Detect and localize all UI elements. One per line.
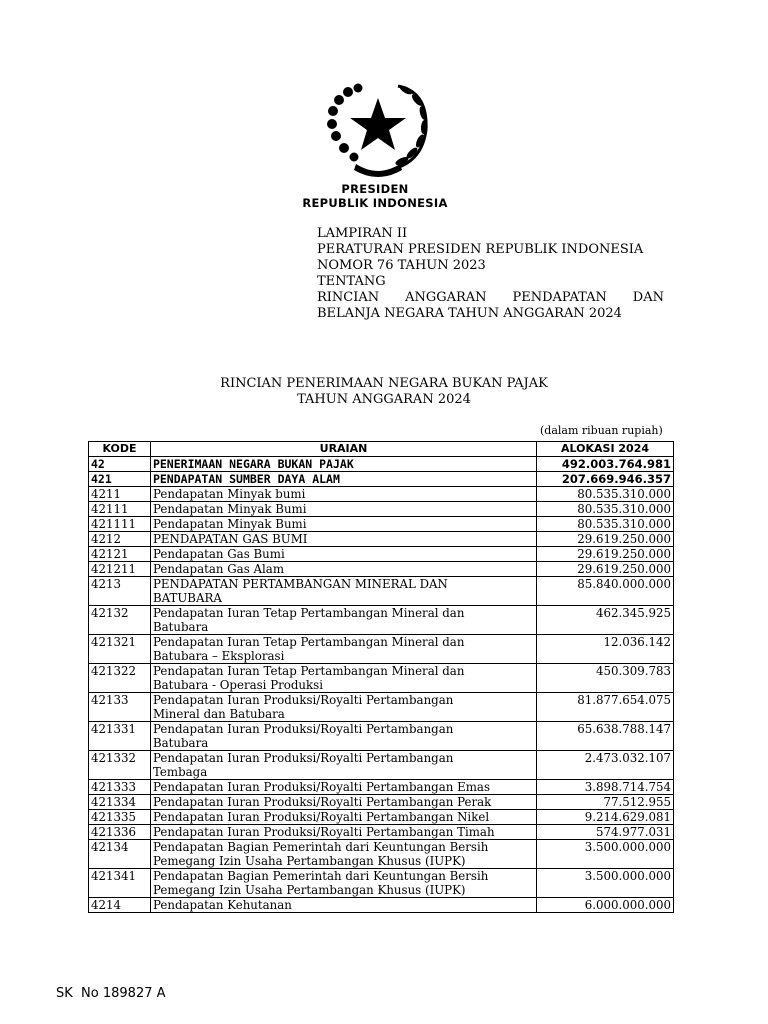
- kode-cell: 42121: [89, 547, 151, 562]
- uraian-line-2: Mineral dan Batubara: [152, 707, 285, 721]
- kode-cell: 421: [89, 472, 151, 487]
- table-row: [89, 577, 674, 606]
- uraian-cell: Pendapatan Minyak Bumi: [150, 502, 536, 517]
- alokasi-cell: 80.535.310.000: [537, 517, 674, 532]
- sk-number-value: No 189827 A: [81, 986, 166, 1001]
- kode-cell: 421334: [89, 795, 151, 810]
- uraian-line-1: Pendapatan Iuran Produksi/Royalti Pertambangan: [152, 693, 454, 707]
- document-title: RINCIAN PENERIMAAN NEGARA BUKAN PAJAK: [220, 376, 548, 391]
- uraian-cell: [150, 577, 536, 606]
- uraian-cell: [150, 840, 536, 869]
- uraian-line-1: Pendapatan Bagian Pemerintah dari Keuntungan Bersih: [152, 869, 489, 883]
- document-subtitle: TAHUN ANGGARAN 2024: [297, 392, 471, 407]
- table-row: [89, 664, 674, 693]
- alokasi-cell: 3.898.714.754: [537, 780, 674, 795]
- uraian-line-2: Tembaga: [152, 765, 208, 779]
- uraian-cell: [150, 635, 536, 664]
- kode-cell: 421332: [89, 751, 151, 780]
- kode-cell: 421333: [89, 780, 151, 795]
- table-row: [89, 547, 674, 562]
- uraian-line-1: Pendapatan Bagian Pemerintah dari Keuntungan Bersih: [152, 840, 489, 854]
- uraian-cell: [150, 606, 536, 635]
- table-row: [89, 693, 674, 722]
- table-row: [89, 606, 674, 635]
- header-alokasi: ALOKASI 2024: [537, 442, 674, 457]
- header-presiden: PRESIDEN: [341, 182, 409, 196]
- header-kode: KODE: [89, 442, 151, 457]
- alokasi-cell: 65.638.788.147: [537, 722, 674, 751]
- kode-cell: 42111: [89, 502, 151, 517]
- uraian-line-1: Pendapatan Iuran Produksi/Royalti Pertambangan: [152, 751, 454, 765]
- lampiran-line-1: LAMPIRAN II: [317, 226, 408, 241]
- table-row: [89, 722, 674, 751]
- alokasi-cell: 77.512.955: [537, 795, 674, 810]
- uraian-line-2: Pemegang Izin Usaha Pertambangan Khusus (IUPK): [152, 854, 466, 868]
- lampiran-line-4: TENTANG: [317, 274, 386, 289]
- alokasi-cell: 29.619.250.000: [537, 547, 674, 562]
- alokasi-cell: 80.535.310.000: [537, 487, 674, 502]
- uraian-cell: Pendapatan Iuran Produksi/Royalti Pertambangan Nikel: [150, 810, 536, 825]
- alokasi-cell: 574.977.031: [537, 825, 674, 840]
- uraian-line-1: Pendapatan Iuran Produksi/Royalti Pertambangan: [152, 722, 454, 736]
- uraian-line-2: BATUBARA: [152, 591, 222, 605]
- alokasi-cell: 81.877.654.075: [537, 693, 674, 722]
- uraian-cell: [150, 722, 536, 751]
- table-row: [89, 780, 674, 795]
- uraian-cell: PENERIMAAN NEGARA BUKAN PAJAK: [150, 457, 536, 472]
- kode-cell: 421335: [89, 810, 151, 825]
- table-row: [89, 825, 674, 840]
- alokasi-cell: 29.619.250.000: [537, 532, 674, 547]
- uraian-cell: Pendapatan Gas Alam: [150, 562, 536, 577]
- alokasi-cell: 2.473.032.107: [537, 751, 674, 780]
- uraian-cell: PENDAPATAN GAS BUMI: [150, 532, 536, 547]
- table-row: [89, 517, 674, 532]
- kode-cell: 4212: [89, 532, 151, 547]
- uraian-cell: PENDAPATAN SUMBER DAYA ALAM: [150, 472, 536, 487]
- uraian-cell: Pendapatan Iuran Produksi/Royalti Pertambangan Emas: [150, 780, 536, 795]
- uraian-line-1: Pendapatan Iuran Tetap Pertambangan Mineral dan: [152, 635, 465, 649]
- uraian-line-2: Batubara - Operasi Produksi: [152, 678, 323, 692]
- uraian-cell: [150, 693, 536, 722]
- table-row: [89, 869, 674, 898]
- header-uraian: URAIAN: [150, 442, 536, 457]
- table-row: [89, 562, 674, 577]
- uraian-cell: Pendapatan Iuran Produksi/Royalti Pertambangan Timah: [150, 825, 536, 840]
- alokasi-cell: 3.500.000.000: [537, 869, 674, 898]
- kode-cell: 421111: [89, 517, 151, 532]
- uraian-cell: [150, 751, 536, 780]
- uraian-cell: [150, 869, 536, 898]
- uraian-line-2: Batubara: [152, 620, 209, 634]
- uraian-cell: Pendapatan Minyak bumi: [150, 487, 536, 502]
- table-row: [89, 472, 674, 487]
- alokasi-cell: 492.003.764.981: [537, 457, 674, 472]
- table-row: [89, 898, 674, 913]
- table-row: [89, 502, 674, 517]
- table-header-row: [89, 442, 674, 457]
- table-row: [89, 635, 674, 664]
- table-row: [89, 751, 674, 780]
- table-row: [89, 810, 674, 825]
- kode-cell: 4211: [89, 487, 151, 502]
- kode-cell: 421322: [89, 664, 151, 693]
- alokasi-cell: 3.500.000.000: [537, 840, 674, 869]
- uraian-line-2: Batubara – Eksplorasi: [152, 649, 285, 663]
- alokasi-cell: 80.535.310.000: [537, 502, 674, 517]
- kode-cell: 4213: [89, 577, 151, 606]
- alokasi-cell: 462.345.925: [537, 606, 674, 635]
- sk-number: [56, 986, 166, 1001]
- uraian-line-2: Batubara: [152, 736, 209, 750]
- uraian-line-1: Pendapatan Iuran Tetap Pertambangan Mineral dan: [152, 606, 465, 620]
- kode-cell: 42134: [89, 840, 151, 869]
- table-row: [89, 487, 674, 502]
- lampiran-line-5: RINCIAN ANGGARAN PENDAPATAN DAN: [317, 290, 664, 305]
- uraian-line-1: PENDAPATAN PERTAMBANGAN MINERAL DAN: [152, 577, 448, 591]
- kode-cell: 42133: [89, 693, 151, 722]
- lampiran-line-6: BELANJA NEGARA TAHUN ANGGARAN 2024: [317, 306, 622, 321]
- table-row: [89, 532, 674, 547]
- kode-cell: 421321: [89, 635, 151, 664]
- alokasi-cell: 12.036.142: [537, 635, 674, 664]
- presidential-emblem: [322, 80, 434, 180]
- table-row: [89, 840, 674, 869]
- kode-cell: 421331: [89, 722, 151, 751]
- lampiran-block: [317, 226, 664, 322]
- kode-cell: 42132: [89, 606, 151, 635]
- kode-cell: 42: [89, 457, 151, 472]
- kode-cell: 421211: [89, 562, 151, 577]
- uraian-line-2: Pemegang Izin Usaha Pertambangan Khusus (IUPK): [152, 883, 466, 897]
- kode-cell: 421336: [89, 825, 151, 840]
- sk-label: SK: [56, 986, 73, 1001]
- lampiran-line-2: PERATURAN PRESIDEN REPUBLIK INDONESIA: [317, 242, 644, 257]
- kode-cell: 4214: [89, 898, 151, 913]
- alokasi-cell: 9.214.629.081: [537, 810, 674, 825]
- unit-note: (dalam ribuan rupiah): [540, 424, 663, 437]
- alokasi-cell: 450.309.783: [537, 664, 674, 693]
- uraian-cell: Pendapatan Minyak Bumi: [150, 517, 536, 532]
- lampiran-line-3: NOMOR 76 TAHUN 2023: [317, 258, 486, 273]
- alokasi-cell: 85.840.000.000: [537, 577, 674, 606]
- uraian-cell: Pendapatan Iuran Produksi/Royalti Pertambangan Perak: [150, 795, 536, 810]
- uraian-cell: Pendapatan Gas Bumi: [150, 547, 536, 562]
- table-row: [89, 795, 674, 810]
- uraian-line-1: Pendapatan Iuran Tetap Pertambangan Mineral dan: [152, 664, 465, 678]
- table-row: [89, 457, 674, 472]
- uraian-cell: [150, 664, 536, 693]
- pnbp-table: [88, 441, 674, 913]
- alokasi-cell: 6.000.000.000: [537, 898, 674, 913]
- uraian-cell: Pendapatan Kehutanan: [150, 898, 536, 913]
- alokasi-cell: 29.619.250.000: [537, 562, 674, 577]
- kode-cell: 421341: [89, 869, 151, 898]
- header-republik-indonesia: REPUBLIK INDONESIA: [302, 196, 448, 210]
- alokasi-cell: 207.669.946.357: [537, 472, 674, 487]
